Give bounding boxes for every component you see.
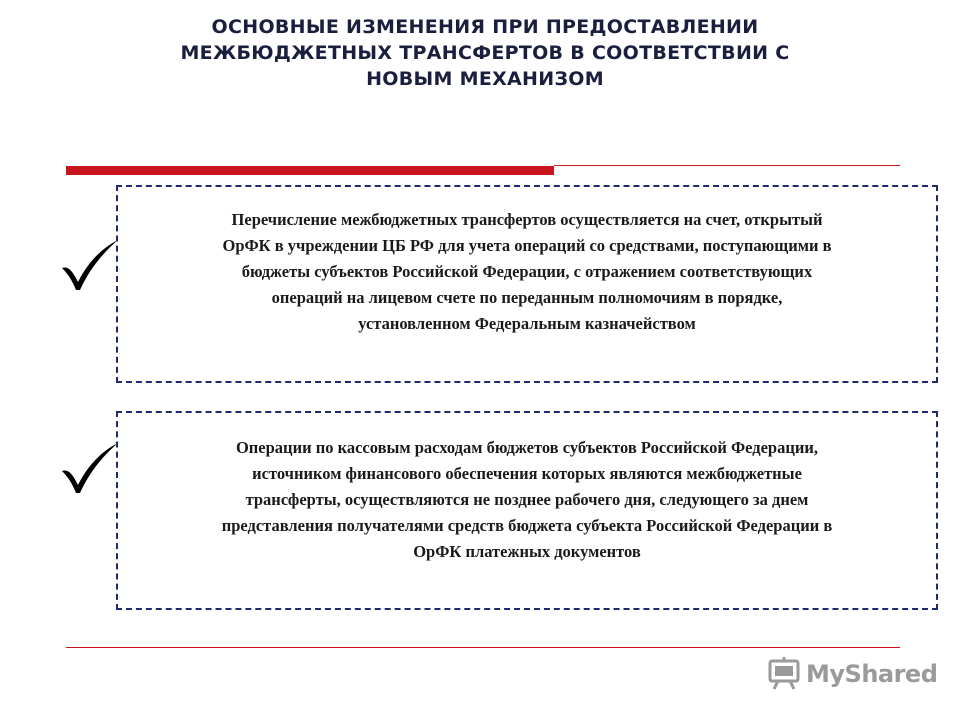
presentation-board-icon bbox=[766, 656, 802, 692]
info-box-1-line: ОрФК в учреждении ЦБ РФ для учета операций со средствами, поступающими в bbox=[222, 236, 832, 255]
info-box-2-text bbox=[130, 435, 924, 565]
info-box-2 bbox=[116, 411, 938, 610]
info-box-1-text bbox=[130, 207, 924, 337]
checkmark-icon bbox=[58, 441, 122, 495]
info-box-1-line: Перечисление межбюджетных трансфертов осуществляется на счет, открытый bbox=[231, 210, 823, 229]
info-box-2-line: источником финансового обеспечения которых являются межбюджетные bbox=[252, 464, 802, 483]
info-box-1-line: операций на лицевом счете по переданным полномочиям в порядке, bbox=[271, 288, 783, 307]
watermark-logo[interactable] bbox=[766, 654, 937, 694]
watermark-text: MyShared bbox=[806, 660, 938, 688]
red-divider-bottom bbox=[66, 647, 900, 648]
info-box-1-line: бюджеты субъектов Российской Федерации, с отражением соответствующих bbox=[241, 262, 813, 281]
info-box-2-line: трансферты, осуществляются не позднее рабочего дня, следующего за днем bbox=[245, 490, 809, 509]
red-divider-thick bbox=[66, 166, 554, 175]
info-box-2-line: Операции по кассовым расходам бюджетов субъектов Российской Федерации, bbox=[235, 438, 819, 457]
title-line-1: ОСНОВНЫЕ ИЗМЕНЕНИЯ ПРИ ПРЕДОСТАВЛЕНИИ bbox=[211, 16, 759, 38]
info-box-2-line: представления получателями средств бюджета субъекта Российской Федерации в bbox=[221, 516, 833, 535]
slide-title bbox=[120, 14, 850, 92]
info-box-2-line: ОрФК платежных документов bbox=[413, 542, 641, 561]
title-line-2: МЕЖБЮДЖЕТНЫХ ТРАНСФЕРТОВ В СООТВЕТСТВИИ С bbox=[180, 42, 790, 64]
checkmark-icon bbox=[58, 238, 122, 292]
title-line-3: НОВЫМ МЕХАНИЗОМ bbox=[366, 68, 604, 90]
red-divider-thin bbox=[554, 165, 900, 166]
info-box-1 bbox=[116, 185, 938, 383]
info-box-1-line: установленном Федеральным казначейством bbox=[358, 314, 696, 333]
